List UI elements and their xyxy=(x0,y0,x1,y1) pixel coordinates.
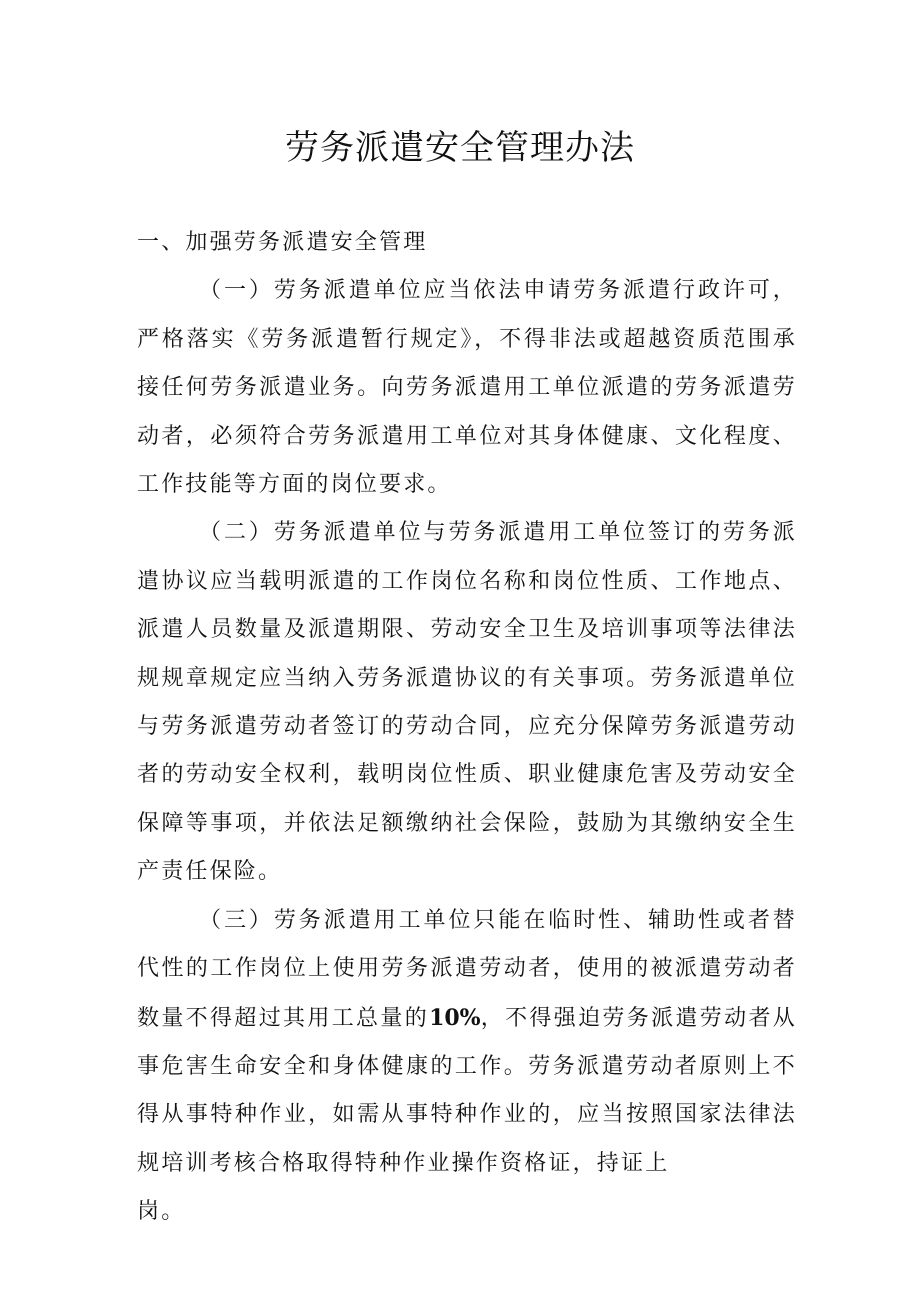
document-title: 劳务派遣安全管理办法 xyxy=(285,128,635,168)
paragraph-3-percentage: 10% xyxy=(429,1004,481,1031)
paragraph-3-text-after: ，不得强迫劳务派遣劳动者从事危害生命安全和身体健康的工作。劳务派遣劳动者原则上不得从事特种作业，如需从事特种作业的，应当按照国家法律法规培训考核合格取得特种作业操作资格证，持证上 xyxy=(137,1005,797,1176)
paragraph-3-text-before: （三）劳务派遣用工单位只能在临时性、辅助性或者替代性的工作岗位上使用劳务派遣劳动者，使用的被派遣劳动者数量不得超过其用工总量的 xyxy=(137,907,797,1031)
paragraph-1: （一）劳务派遣单位应当依法申请劳务派遣行政许可，严格落实《劳务派遣暂行规定》，不得非法或超越资质范围承接任何劳务派遣业务。向劳务派遣用工单位派遣的劳务派遣劳动者，必须符合劳务派遣用工单位对其身体健康、文化程度、工作技能等方面的岗位要求。 xyxy=(137,278,797,498)
paragraph-3-tail: 岗。 xyxy=(137,1199,186,1225)
document-body xyxy=(137,219,797,1237)
paragraph-3 xyxy=(137,897,797,1188)
paragraph-2: （二）劳务派遣单位与劳务派遣用工单位签订的劳务派遣协议应当载明派遣的工作岗位名称和岗位性质、工作地点、派遣人员数量及派遣期限、劳动安全卫生及培训事项等法律法规规章规定应当纳入劳务派遣协议的有关事项。劳务派遣单位与劳务派遣劳动者签订的劳动合同，应充分保障劳务派遣劳动者的劳动安全权利，载明岗位性质、职业健康危害及劳动安全保障等事项，并依法足额缴纳社会保险，鼓励为其缴纳安全生产责任保险。 xyxy=(137,520,797,885)
section-heading: 一、加强劳务派遣安全管理 xyxy=(137,230,428,255)
